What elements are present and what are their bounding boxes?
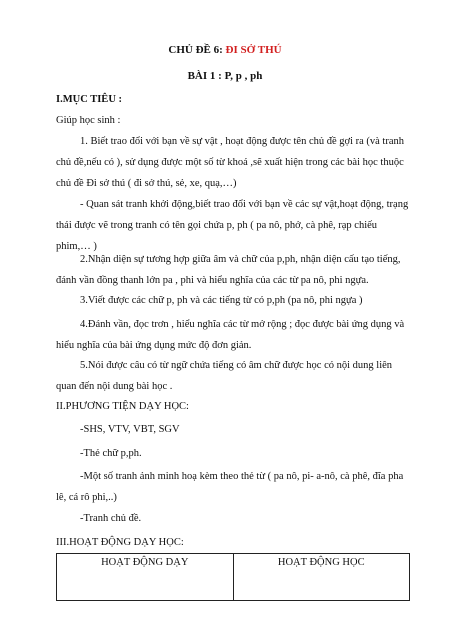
- activities-table: [56, 553, 410, 601]
- means-item-1: -SHS, VTV, VBT, SGV: [80, 424, 180, 435]
- activities-heading: III.HOẠT ĐỘNG DẠY HỌC:: [56, 537, 184, 548]
- means-heading: II.PHƯƠNG TIỆN DẠY HỌC:: [56, 401, 189, 412]
- objectives-intro: Giúp học sinh :: [56, 115, 121, 126]
- topic-name: ĐI SỞ THÚ: [225, 44, 282, 56]
- means-item-4: -Tranh chủ đề.: [80, 513, 142, 524]
- means-item-2: -Thẻ chữ p,ph.: [80, 448, 142, 459]
- objective-item-1b: - Quan sát tranh khởi động,biết trao đổi với bạn về các sự vật,hoạt động, trạng thái được vẽ trong tranh có tên gọi chứa p, ph ( pa nô, phở, cà phê, rạp chiếu phim,… ): [56, 199, 409, 252]
- lesson-title: BÀI 1 : P, p , ph: [187, 70, 263, 82]
- objective-item-1: 1. Biết trao đổi với bạn về sự vật , hoạt động được tên chủ đề gợi ra (và tranh chủ đề,nếu có ), sử dụng được một số từ khoá ,sẽ xuất hiện trong các bài học thuộc chủ đề Đi sở thú ( đi sở thú, sẻ, xe, quạ,…): [56, 136, 404, 189]
- topic-title: [0, 44, 450, 56]
- means-item-3: -Một số tranh ảnh minh hoạ kèm theo thẻ từ ( pa nô, pi- a-nô, cà phê, đĩa pha lê, cá rô phi,..): [56, 471, 404, 503]
- table-header-learn: HOẠT ĐỘNG HỌC: [233, 554, 410, 600]
- objective-item-5: 5.Nói được câu có từ ngữ chứa tiếng có âm chữ được học có nội dung liên quan đến nội dung bài học .: [56, 360, 393, 392]
- table-header-teach: HOẠT ĐỘNG DẠY: [101, 557, 189, 568]
- topic-prefix: CHỦ ĐỀ 6:: [168, 44, 226, 56]
- objective-item-2: 2.Nhận diện sự tương hợp giữa âm và chữ của p,ph, nhận diện cấu tạo tiếng, đánh vần đồng thanh lớn pa , phi và hiểu nghĩa của các từ pa nô, phi ngựa.: [56, 254, 401, 286]
- objectives-heading: I.MỤC TIÊU :: [56, 94, 123, 105]
- objective-item-3: 3.Viết được các chữ p, ph và các tiếng từ có p,ph (pa nô, phi ngựa ): [80, 295, 363, 306]
- objective-item-4: 4.Đánh vần, đọc trơn , hiểu nghĩa các từ mở rộng ; đọc được bài ứng dụng và hiểu nghĩa của bài ứng dụng mức độ đơn giản.: [56, 319, 405, 351]
